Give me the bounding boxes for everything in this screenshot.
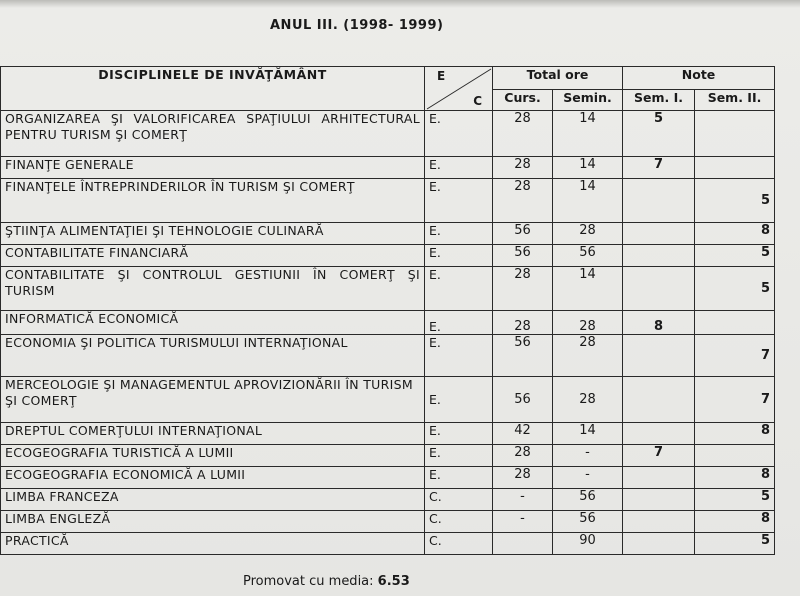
- subject-cell: ECOGEOGRAFIA TURISTICĂ A LUMII: [1, 445, 425, 467]
- subject-cell: FINANŢE GENERALE: [1, 157, 425, 179]
- sem2-grade-cell: [695, 311, 775, 335]
- sem2-grade-cell: 8: [695, 511, 775, 533]
- scan-shadow: [0, 0, 800, 8]
- header-sem1: Sem. I.: [623, 90, 695, 111]
- semin-cell: -: [553, 467, 623, 489]
- table-row: [1, 245, 775, 267]
- table-row: [1, 223, 775, 245]
- sem1-grade-cell: [623, 489, 695, 511]
- subject-cell: DREPTUL COMERŢULUI INTERNAŢIONAL: [1, 423, 425, 445]
- table-row: [1, 335, 775, 377]
- sem2-grade-cell: 8: [695, 223, 775, 245]
- semin-cell: 56: [553, 511, 623, 533]
- sem2-grade-cell: 5: [695, 489, 775, 511]
- sem2-grade-cell: [695, 111, 775, 157]
- curs-cell: 28: [493, 267, 553, 311]
- semin-cell: 28: [553, 311, 623, 335]
- sem1-grade-cell: [623, 245, 695, 267]
- exam-cell: E.: [425, 179, 493, 223]
- exam-cell: C.: [425, 511, 493, 533]
- sem1-grade-cell: 7: [623, 157, 695, 179]
- exam-cell: E.: [425, 157, 493, 179]
- exam-cell: E.: [425, 223, 493, 245]
- page-title: ANUL III. (1998- 1999): [270, 18, 444, 33]
- table-row: [1, 489, 775, 511]
- table-row: [1, 311, 775, 335]
- sem1-grade-cell: [623, 377, 695, 423]
- sem1-grade-cell: [623, 179, 695, 223]
- sem2-grade-cell: 5: [695, 245, 775, 267]
- header-curs: Curs.: [493, 90, 553, 111]
- exam-cell: E.: [425, 335, 493, 377]
- exam-cell: E.: [425, 267, 493, 311]
- curs-cell: 56: [493, 335, 553, 377]
- average-summary: [243, 574, 410, 589]
- exam-cell: C.: [425, 489, 493, 511]
- exam-cell: C.: [425, 533, 493, 555]
- semin-cell: 56: [553, 489, 623, 511]
- header-sem2: Sem. II.: [695, 90, 775, 111]
- header-total-ore: Total ore: [493, 67, 623, 90]
- exam-cell: E.: [425, 377, 493, 423]
- header-diagonal: [425, 67, 493, 111]
- subject-cell: PRACTICĂ: [1, 533, 425, 555]
- table-row: [1, 111, 775, 157]
- curs-cell: -: [493, 511, 553, 533]
- sem1-grade-cell: [623, 423, 695, 445]
- curs-cell: 56: [493, 245, 553, 267]
- subject-cell: ECOGEOGRAFIA ECONOMICĂ A LUMII: [1, 467, 425, 489]
- curs-cell: [493, 533, 553, 555]
- sem1-grade-cell: 5: [623, 111, 695, 157]
- subject-cell: INFORMATICĂ ECONOMICĂ: [1, 311, 425, 335]
- table-row: [1, 377, 775, 423]
- curs-cell: 56: [493, 377, 553, 423]
- sem2-grade-cell: 5: [695, 179, 775, 223]
- curs-cell: 28: [493, 179, 553, 223]
- header-exam-type: [425, 67, 493, 111]
- curs-cell: -: [493, 489, 553, 511]
- semin-cell: 14: [553, 111, 623, 157]
- curs-cell: 28: [493, 111, 553, 157]
- sem1-grade-cell: 7: [623, 445, 695, 467]
- table-row: [1, 511, 775, 533]
- semin-cell: 14: [553, 267, 623, 311]
- header-exam-c: C: [473, 94, 482, 108]
- table-row: [1, 467, 775, 489]
- curs-cell: 28: [493, 157, 553, 179]
- curs-cell: 28: [493, 445, 553, 467]
- exam-cell: E.: [425, 245, 493, 267]
- table-row: [1, 157, 775, 179]
- subject-cell: CONTABILITATE FINANCIARĂ: [1, 245, 425, 267]
- sem1-grade-cell: 8: [623, 311, 695, 335]
- curs-cell: 42: [493, 423, 553, 445]
- semin-cell: 56: [553, 245, 623, 267]
- subject-cell: LIMBA ENGLEZĂ: [1, 511, 425, 533]
- header-note: Note: [623, 67, 775, 90]
- semin-cell: 28: [553, 223, 623, 245]
- sem1-grade-cell: [623, 335, 695, 377]
- subject-cell: ŞTIINŢA ALIMENTAŢIEI ŞI TEHNOLOGIE CULINARĂ: [1, 223, 425, 245]
- exam-cell: E.: [425, 445, 493, 467]
- subject-cell: MERCEOLOGIE ŞI MANAGEMENTUL APROVIZIONĂRII ÎN TURISM ŞI COMERŢ: [1, 377, 425, 423]
- sem1-grade-cell: [623, 511, 695, 533]
- semin-cell: 28: [553, 377, 623, 423]
- sem2-grade-cell: 7: [695, 335, 775, 377]
- semin-cell: 90: [553, 533, 623, 555]
- sem2-grade-cell: 8: [695, 423, 775, 445]
- sem2-grade-cell: [695, 157, 775, 179]
- grades-table: [0, 66, 775, 555]
- subject-cell: LIMBA FRANCEZA: [1, 489, 425, 511]
- header-exam-e: E: [437, 69, 446, 83]
- sem2-grade-cell: 5: [695, 267, 775, 311]
- table-row: [1, 267, 775, 311]
- semin-cell: -: [553, 445, 623, 467]
- table-row: [1, 445, 775, 467]
- sem2-grade-cell: [695, 445, 775, 467]
- sem1-grade-cell: [623, 267, 695, 311]
- curs-cell: 28: [493, 311, 553, 335]
- subject-cell: ORGANIZAREA ŞI VALORIFICAREA SPAŢIULUI ARHITECTURAL PENTRU TURISM ŞI COMERŢ: [1, 111, 425, 157]
- header-discipline: DISCIPLINELE DE INVĂŢĂMÂNT: [1, 67, 425, 111]
- average-label: Promovat cu media:: [243, 574, 374, 589]
- exam-cell: E.: [425, 111, 493, 157]
- sem2-grade-cell: 5: [695, 533, 775, 555]
- semin-cell: 14: [553, 423, 623, 445]
- table-row: [1, 179, 775, 223]
- semin-cell: 14: [553, 157, 623, 179]
- sem2-grade-cell: 8: [695, 467, 775, 489]
- exam-cell: E.: [425, 467, 493, 489]
- sem2-grade-cell: 7: [695, 377, 775, 423]
- subject-cell: ECONOMIA ŞI POLITICA TURISMULUI INTERNAŢIONAL: [1, 335, 425, 377]
- table-row: [1, 423, 775, 445]
- semin-cell: 28: [553, 335, 623, 377]
- exam-cell: E.: [425, 311, 493, 335]
- semin-cell: 14: [553, 179, 623, 223]
- curs-cell: 28: [493, 467, 553, 489]
- sem1-grade-cell: [623, 223, 695, 245]
- sem1-grade-cell: [623, 467, 695, 489]
- exam-cell: E.: [425, 423, 493, 445]
- average-value: 6.53: [377, 574, 410, 589]
- sem1-grade-cell: [623, 533, 695, 555]
- subject-cell: FINANŢELE ÎNTREPRINDERILOR ÎN TURISM ŞI COMERŢ: [1, 179, 425, 223]
- subject-cell: CONTABILITATE ŞI CONTROLUL GESTIUNII ÎN COMERŢ ŞI TURISM: [1, 267, 425, 311]
- curs-cell: 56: [493, 223, 553, 245]
- table-row: [1, 533, 775, 555]
- header-semin: Semin.: [553, 90, 623, 111]
